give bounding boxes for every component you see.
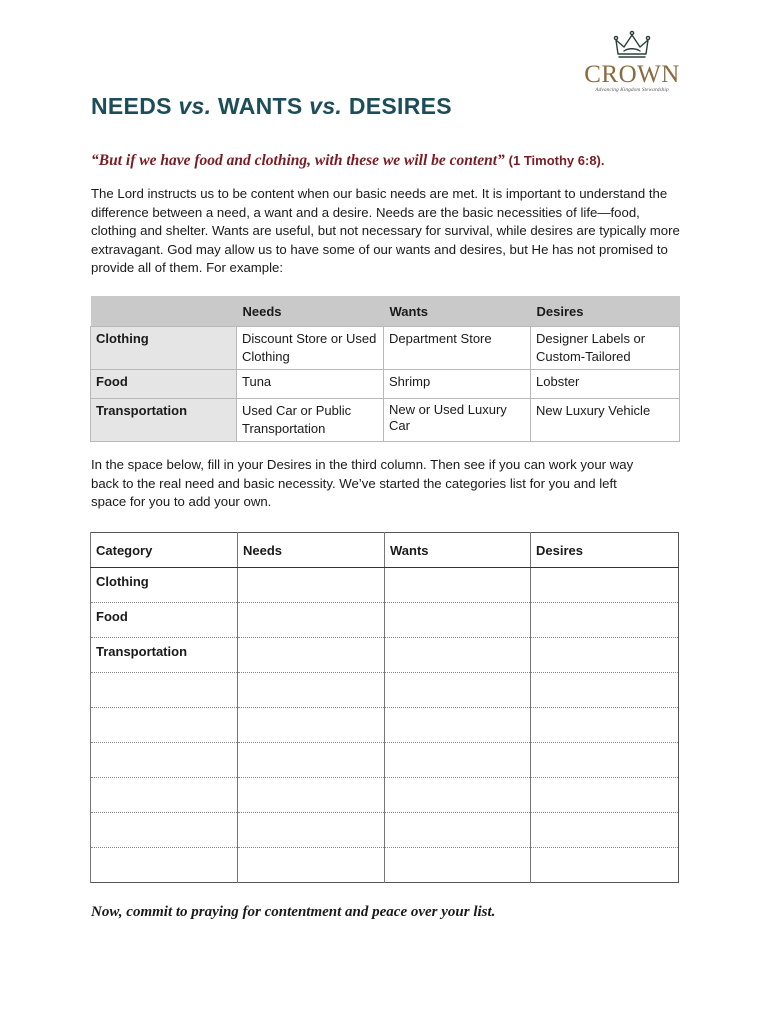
fill-desires-cell[interactable] bbox=[531, 778, 679, 813]
fill-row bbox=[91, 603, 679, 638]
instructions-paragraph bbox=[91, 456, 651, 512]
title-vs-1: vs. bbox=[178, 93, 212, 119]
example-row-label: Transportation bbox=[91, 399, 237, 442]
fill-row bbox=[91, 743, 679, 778]
title-vs-2: vs. bbox=[309, 93, 343, 119]
page-title bbox=[91, 93, 452, 120]
title-desires: DESIRES bbox=[342, 93, 452, 119]
fill-desires-cell[interactable] bbox=[531, 568, 679, 603]
fill-wants-cell[interactable] bbox=[385, 848, 531, 883]
fill-category-cell[interactable] bbox=[91, 778, 238, 813]
logo-tagline: Advancing Kingdom Stewardship bbox=[595, 87, 669, 93]
fill-header-category: Category bbox=[91, 533, 238, 568]
quote-reference: (1 Timothy 6:8). bbox=[508, 153, 605, 168]
fill-needs-cell[interactable] bbox=[238, 848, 385, 883]
fill-wants-cell[interactable] bbox=[385, 673, 531, 708]
title-needs: NEEDS bbox=[91, 93, 179, 119]
example-cell-wants: Shrimp bbox=[384, 370, 531, 399]
example-table bbox=[90, 296, 680, 442]
example-cell-needs: Used Car or Public Transportation bbox=[237, 399, 384, 442]
fill-wants-cell[interactable] bbox=[385, 603, 531, 638]
fill-row bbox=[91, 638, 679, 673]
example-cell-needs: Discount Store or Used Clothing bbox=[237, 327, 384, 370]
fill-desires-cell[interactable] bbox=[531, 743, 679, 778]
fill-category-cell[interactable] bbox=[91, 568, 238, 603]
fill-header-wants: Wants bbox=[385, 533, 531, 568]
scripture-quote bbox=[91, 152, 605, 170]
fill-desires-cell[interactable] bbox=[531, 813, 679, 848]
fill-wants-cell[interactable] bbox=[385, 708, 531, 743]
fill-needs-cell[interactable] bbox=[238, 778, 385, 813]
example-row bbox=[91, 327, 680, 370]
fill-category-cell[interactable] bbox=[91, 708, 238, 743]
fill-wants-cell[interactable] bbox=[385, 778, 531, 813]
fill-row bbox=[91, 813, 679, 848]
example-row bbox=[91, 370, 680, 399]
fill-category-label: Clothing bbox=[96, 574, 149, 589]
fill-wants-cell[interactable] bbox=[385, 638, 531, 673]
example-header-desires: Desires bbox=[531, 296, 680, 327]
example-header-wants: Wants bbox=[384, 296, 531, 327]
fill-row bbox=[91, 568, 679, 603]
fill-header-needs: Needs bbox=[238, 533, 385, 568]
fill-desires-cell[interactable] bbox=[531, 708, 679, 743]
fill-row bbox=[91, 708, 679, 743]
fill-in-table bbox=[90, 532, 679, 883]
fill-category-cell[interactable] bbox=[91, 813, 238, 848]
example-cell-needs: Tuna bbox=[237, 370, 384, 399]
crown-logo bbox=[580, 30, 684, 100]
fill-wants-cell[interactable] bbox=[385, 568, 531, 603]
intro-paragraph bbox=[91, 185, 681, 278]
fill-category-cell[interactable] bbox=[91, 638, 238, 673]
fill-category-cell[interactable] bbox=[91, 848, 238, 883]
quote-text: “But if we have food and clothing, with these we will be content” bbox=[91, 152, 505, 169]
logo-wordmark: CROWN bbox=[584, 61, 680, 88]
fill-category-cell[interactable] bbox=[91, 673, 238, 708]
fill-row bbox=[91, 673, 679, 708]
fill-desires-cell[interactable] bbox=[531, 673, 679, 708]
fill-header-row bbox=[91, 533, 679, 568]
fill-row bbox=[91, 778, 679, 813]
fill-row bbox=[91, 848, 679, 883]
fill-needs-cell[interactable] bbox=[238, 743, 385, 778]
example-cell-desires: Lobster bbox=[531, 370, 680, 399]
fill-needs-cell[interactable] bbox=[238, 603, 385, 638]
fill-category-cell[interactable] bbox=[91, 603, 238, 638]
title-wants: WANTS bbox=[211, 93, 310, 119]
fill-wants-cell[interactable] bbox=[385, 743, 531, 778]
example-row-label: Clothing bbox=[91, 327, 237, 370]
fill-needs-cell[interactable] bbox=[238, 673, 385, 708]
example-cell-desires: New Luxury Vehicle bbox=[531, 399, 680, 442]
example-cell-desires: Designer Labels or Custom-Tailored bbox=[531, 327, 680, 370]
example-cell-wants: Department Store bbox=[384, 327, 531, 370]
example-header-blank bbox=[91, 296, 237, 327]
closing-statement: Now, commit to praying for contentment and peace over your list. bbox=[91, 904, 496, 920]
fill-desires-cell[interactable] bbox=[531, 638, 679, 673]
fill-needs-cell[interactable] bbox=[238, 708, 385, 743]
example-header-row bbox=[91, 296, 680, 327]
example-header-needs: Needs bbox=[237, 296, 384, 327]
fill-desires-cell[interactable] bbox=[531, 603, 679, 638]
intro-text: The Lord instructs us to be content when our basic needs are met. It is important to understand the difference between a need, a want and a desire. Needs are the basic necessities of life—food, clothing and shelter. Wants are useful, but not necessary for survival, while desires are typically more extravagant. God may allow us to have some of our wants and desires, but He has not promised to provide all of them. For example: bbox=[91, 186, 680, 276]
fill-header-desires: Desires bbox=[531, 533, 679, 568]
fill-needs-cell[interactable] bbox=[238, 813, 385, 848]
example-row bbox=[91, 399, 680, 442]
fill-wants-cell[interactable] bbox=[385, 813, 531, 848]
example-row-label: Food bbox=[91, 370, 237, 399]
fill-category-label: Food bbox=[96, 609, 128, 624]
fill-needs-cell[interactable] bbox=[238, 638, 385, 673]
fill-category-cell[interactable] bbox=[91, 743, 238, 778]
crown-icon bbox=[612, 30, 652, 60]
fill-needs-cell[interactable] bbox=[238, 568, 385, 603]
fill-category-label: Transportation bbox=[96, 644, 188, 659]
fill-desires-cell[interactable] bbox=[531, 848, 679, 883]
example-cell-wants: New or Used Luxury Car bbox=[384, 399, 531, 442]
instructions-text: In the space below, fill in your Desires in the third column. Then see if you can work your way back to the real need and basic necessity. We’ve started the categories list for you and left space for you to add your own. bbox=[91, 457, 634, 510]
